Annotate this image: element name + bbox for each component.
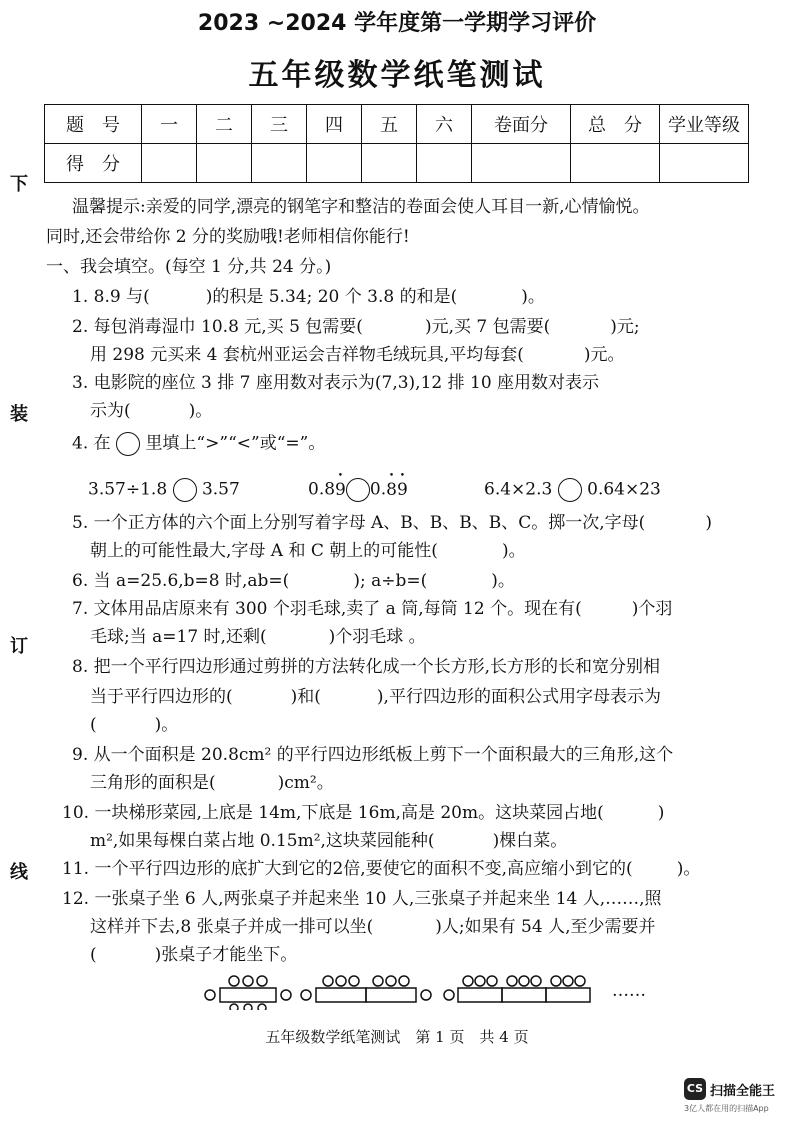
- question-4-instruction: [72, 432, 325, 456]
- q6-text-c: )。: [491, 571, 515, 591]
- q4-expr-2-right-repeating-digit-1: • 8: [386, 479, 397, 501]
- score-table-score-row: [45, 144, 749, 183]
- score-cell[interactable]: [307, 144, 362, 183]
- q7-text-b: )个羽: [631, 599, 673, 619]
- q8-text-b: 当于平行四边形的(: [90, 687, 233, 707]
- question-1: [72, 286, 545, 308]
- scanner-watermark: [684, 1078, 775, 1100]
- section-1-title: 一、我会填空。(每空 1 分,共 24 分。): [46, 257, 332, 277]
- q4-text-a: 4. 在: [72, 433, 111, 454]
- score-cell[interactable]: [362, 144, 417, 183]
- table-arrangement-figure: [200, 974, 600, 1010]
- question-5-line-1: [72, 512, 712, 534]
- q8-text-c: )和(: [290, 687, 321, 707]
- binding-mark-xia: 下: [10, 174, 28, 195]
- q4-expr-2-left-pre: 0.8: [308, 479, 336, 500]
- q12-text-d: (: [90, 945, 97, 965]
- q12-text-e: )张桌子才能坐下。: [154, 945, 298, 965]
- q4-text-b: 里填上“>”“<”或“=”。: [145, 433, 326, 454]
- question-10-line-2: [90, 830, 567, 852]
- q1-text-a: 1. 8.9 与(: [72, 287, 150, 307]
- question-8-line-2: [90, 686, 661, 708]
- question-11: [62, 858, 700, 880]
- score-cell[interactable]: [142, 144, 197, 183]
- q12-text-c: )人;如果有 54 人,至少需要并: [435, 917, 656, 937]
- score-table: [44, 104, 749, 183]
- q1-text-b: )的积是 5.34; 20 个 3.8 的和是(: [205, 287, 458, 307]
- q2-text-c: )元;: [610, 317, 640, 337]
- q10-text-a: 10. 一块梯形菜园,上底是 14m,下底是 16m,高是 20m。这块菜园占地(: [62, 803, 604, 823]
- binding-mark-xian: 线: [10, 862, 28, 883]
- q4-expr-3-left: 6.4×2.3: [484, 479, 553, 500]
- score-header-cell: 卷面分: [472, 105, 571, 144]
- question-7-line-2: [90, 626, 426, 648]
- question-9-line-1: 9. 从一个面积是 20.8cm² 的平行四边形纸板上剪下一个面积最大的三角形,这个: [72, 745, 674, 765]
- score-cell[interactable]: [417, 144, 472, 183]
- q3-text-b: 示为(: [90, 401, 131, 421]
- question-8-line-1: 8. 把一个平行四边形通过剪拼的方法转化成一个长方形,长方形的长和宽分别相: [72, 657, 661, 677]
- q11-text-a: 11. 一个平行四边形的底扩大到它的2倍,要使它的面积不变,高应缩小到它的(: [62, 859, 633, 879]
- q2-text-e: )元。: [583, 345, 625, 365]
- question-12-line-3: [90, 944, 297, 966]
- question-3-line-1: 3. 电影院的座位 3 排 7 座用数对表示为(7,3),12 排 10 座用数对表示: [72, 373, 600, 393]
- camscanner-logo-icon: CS: [684, 1078, 706, 1100]
- score-cell[interactable]: [571, 144, 660, 183]
- question-6: [72, 570, 515, 592]
- question-2-line-1: [72, 316, 640, 338]
- q9-text-b: 三角形的面积是(: [90, 773, 216, 793]
- question-2-line-2: [90, 344, 625, 366]
- figure-ellipsis: ……: [612, 981, 646, 1001]
- binding-mark-zhuang: 装: [10, 404, 28, 425]
- q3-text-c: )。: [188, 401, 213, 421]
- q4-expr-2-right-pre: 0.: [369, 479, 387, 500]
- comparison-circle-icon[interactable]: [346, 478, 370, 502]
- question-4-expression-3: [484, 478, 661, 502]
- comparison-circle-icon[interactable]: [558, 478, 582, 502]
- q2-text-d: 用 298 元买来 4 套杭州亚运会吉祥物毛绒玩具,平均每套(: [90, 345, 524, 365]
- q11-text-b: )。: [676, 859, 701, 879]
- binding-mark-ding: 订: [10, 636, 28, 657]
- scanner-app-slogan: 3亿人都在用的扫描App: [684, 1104, 769, 1113]
- score-header-cell: 六: [417, 105, 472, 144]
- q1-text-c: )。: [521, 287, 545, 307]
- score-table-header-row: [45, 105, 749, 144]
- score-header-cell: 学业等级: [660, 105, 749, 144]
- tip-line-1: 温馨提示:亲爱的同学,漂亮的钢笔字和整洁的卷面会使人耳目一新,心情愉悦。: [72, 197, 650, 217]
- question-9-line-2: [90, 772, 334, 794]
- q5-text-b: ): [705, 513, 712, 533]
- q7-text-a: 7. 文体用品店原来有 300 个羽毛球,卖了 a 筒,每筒 12 个。现在有(: [72, 599, 582, 619]
- score-row-label: 得 分: [45, 144, 142, 183]
- q9-text-c: )cm²。: [277, 773, 334, 793]
- score-cell[interactable]: [472, 144, 571, 183]
- q8-text-d: ),平行四边形的面积公式用字母表示为: [376, 687, 661, 707]
- score-header-cell: 总 分: [571, 105, 660, 144]
- question-4-expression-1: [88, 478, 240, 502]
- scanner-app-name: 扫描全能王: [710, 1083, 776, 1099]
- question-10-line-1: [62, 802, 664, 824]
- q6-text-b: ); a÷b=(: [353, 571, 428, 591]
- score-header-cell: 五: [362, 105, 417, 144]
- q4-expr-3-right: 0.64×23: [587, 479, 661, 500]
- q6-text-a: 6. 当 a=25.6,b=8 时,ab=(: [72, 571, 290, 591]
- question-12-line-2: [90, 916, 655, 938]
- q5-text-c: 朝上的可能性最大,字母 A 和 C 朝上的可能性(: [90, 541, 438, 561]
- question-12-line-1: 12. 一张桌子坐 6 人,两张桌子并起来坐 10 人,三张桌子并起来坐 14 人,……,照: [62, 889, 662, 909]
- score-header-cell: 二: [197, 105, 252, 144]
- score-header-cell: 四: [307, 105, 362, 144]
- score-cell[interactable]: [252, 144, 307, 183]
- score-cell[interactable]: [197, 144, 252, 183]
- q10-text-d: )棵白菜。: [492, 831, 568, 851]
- exam-title: 五年级数学纸笔测试: [248, 58, 546, 93]
- score-header-cell: 一: [142, 105, 197, 144]
- question-5-line-2: [90, 540, 526, 562]
- q10-text-b: ): [657, 803, 665, 823]
- comparison-circle-icon[interactable]: [173, 478, 197, 502]
- q7-text-c: 毛球;当 a=17 时,还剩(: [90, 627, 267, 647]
- comparison-circle-icon: [116, 432, 140, 456]
- score-header-cell: 题 号: [45, 105, 142, 144]
- question-8-line-3: [90, 714, 178, 736]
- exam-year-title: 2023 ~2024 学年度第一学期学习评价: [197, 11, 597, 36]
- q4-expr-1-right: 3.57: [201, 479, 240, 500]
- q4-expr-2-left-repeating-digit: • 9: [335, 479, 346, 501]
- q5-text-a: 5. 一个正方体的六个面上分别写着字母 A、B、B、B、B、C。掷一次,字母(: [72, 513, 646, 533]
- q5-text-d: )。: [501, 541, 526, 561]
- page-footer: 五年级数学纸笔测试 第 1 页 共 4 页: [265, 1028, 529, 1046]
- q8-text-f: )。: [154, 715, 179, 735]
- score-header-cell: 三: [252, 105, 307, 144]
- score-cell[interactable]: [660, 144, 749, 183]
- q8-text-e: (: [90, 715, 97, 735]
- q10-text-c: m²,如果每棵白菜占地 0.15m²,这块菜园能种(: [90, 831, 435, 851]
- q7-text-d: )个羽毛球 。: [328, 627, 426, 647]
- question-4-expression-2: [308, 478, 408, 502]
- tip-line-2: 同时,还会带给你 2 分的奖励哦!老师相信你能行!: [46, 227, 410, 247]
- q4-expr-1-left: 3.57÷1.8: [88, 479, 168, 500]
- question-7-line-1: [72, 598, 672, 620]
- q4-expr-2-right-repeating-digit-2: • 9: [397, 479, 408, 501]
- q12-text-b: 这样并下去,8 张桌子并成一排可以坐(: [90, 917, 374, 937]
- q2-text-a: 2. 每包消毒湿巾 10.8 元,买 5 包需要(: [72, 317, 363, 337]
- q2-text-b: )元,买 7 包需要(: [424, 317, 551, 337]
- question-3-line-2: [90, 400, 212, 422]
